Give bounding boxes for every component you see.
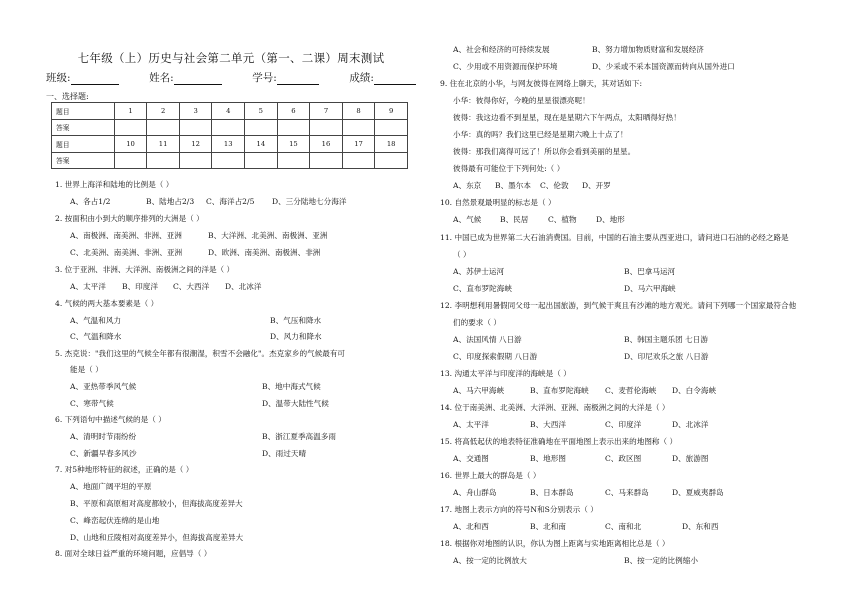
question-4: 4. 气候的两大基本要素是（ ） [55, 299, 159, 308]
question-number: 17 [342, 136, 375, 153]
page-title: 七年级（上）历史与社会第二单元（第一、二课）周末测试 [77, 51, 385, 65]
student-info [46, 70, 416, 85]
question-number: 3 [179, 103, 212, 120]
option-b: B、韩国主题乐团 七日游 [624, 335, 708, 344]
question-1: 1. 世界上海洋和陆地的比例是（ ） [55, 180, 174, 189]
option-b: B、按一定的比例缩小 [624, 556, 698, 565]
question-6: 6. 下列语句中描述气候的是（ ） [55, 415, 166, 424]
table-row [52, 119, 408, 136]
answer-table [51, 102, 408, 169]
table-row [52, 152, 408, 169]
option-c: C、直布罗陀海峡 [453, 284, 512, 293]
answer-cell[interactable] [114, 152, 147, 169]
question-10: 10. 自然景观最明显的标志是（ ） [440, 198, 556, 207]
option-d: D、马六甲海峡 [624, 284, 676, 293]
option-c: C、马来群岛 [605, 488, 649, 497]
question-18: 18. 根据你对地图的认识，你认为图上距离与实地距离相比总是（ ） [440, 539, 670, 548]
option-a: A、太平洋 [453, 420, 489, 429]
question-12-cont: 们的要求（ ） [453, 318, 501, 327]
option-b: B、地中海式气候 [262, 382, 321, 391]
option-c: C、气温和降水 [70, 332, 122, 341]
option-b: B、浙江夏季高温多雨 [262, 432, 336, 441]
question-5: 5. 杰克说："我们这里的气候全年都有很潮湿，积雪不会融化"。杰克家乡的气候最有可 [55, 349, 346, 358]
option-c: C、北美洲、南美洲、非洲、亚洲 [70, 248, 183, 257]
question-number: 6 [277, 103, 310, 120]
question-5-cont: 能是（ ） [70, 365, 103, 374]
answer-cell[interactable] [114, 119, 147, 136]
option-c: C、印度探索假期 八日游 [453, 352, 538, 361]
option-a: A、清明时节雨纷纷 [70, 432, 137, 441]
option-a: A、社会和经济的可持续发展 [453, 45, 550, 54]
question-number: 10 [114, 136, 147, 153]
dialogue-line: 彼得：我这边看不到星星，现在是星期六下午两点，太阳晒得好热！ [453, 113, 681, 122]
option-c: C、南和北 [605, 522, 642, 531]
score-field[interactable]: 成绩: [349, 70, 416, 85]
option-d: D、夏威夷群岛 [672, 488, 724, 497]
option-a: A、法国风情 八日游 [453, 335, 522, 344]
option-c: C、伦敦 [540, 181, 569, 190]
student-id-field[interactable]: 学号: [252, 70, 319, 85]
option-a: A、北和西 [453, 522, 489, 531]
option-b: B、日本群岛 [530, 488, 574, 497]
option-d: D、白令海峡 [672, 386, 717, 395]
option-b: B、北和南 [530, 522, 566, 531]
question-number: 1 [114, 103, 147, 120]
dialogue-line: 小华：彼得你好，今晚的星星很漂亮呢！ [453, 96, 590, 105]
option-d: D、欧洲、南美洲、南极洲、非洲 [208, 248, 321, 257]
option-c: C、麦哲伦海峡 [605, 386, 657, 395]
option-b: B、巴拿马运河 [624, 267, 676, 276]
option-d: D、东和西 [682, 522, 719, 531]
question-3: 3. 位于亚洲、非洲、大洋洲、南极洲之间的洋是（ ） [55, 265, 235, 274]
option-b: B、气压和降水 [270, 316, 322, 325]
option-c: C、大西洋 [173, 282, 210, 291]
name-field[interactable]: 姓名: [149, 70, 222, 85]
answer-cell[interactable] [310, 152, 343, 169]
option-a: A、交通图 [453, 454, 489, 463]
question-8: 8. 面对全球日益严重的环境问题，应倡导（ ） [55, 549, 212, 558]
class-field[interactable]: 班级: [46, 70, 119, 85]
dialogue-line: 小华：真的吗？我们这里已经是星期六晚上十点了！ [453, 130, 628, 139]
answer-cell[interactable] [179, 119, 212, 136]
answer-cell[interactable] [342, 119, 375, 136]
question-14: 14. 位于南美洲、北美洲、大洋洲、亚洲、南极洲之间的大洋是（ ） [440, 403, 670, 412]
option-b: B、民居 [500, 215, 529, 224]
option-b: B、大洋洲、北美洲、南极洲、亚洲 [208, 231, 328, 240]
question-number: 15 [277, 136, 310, 153]
answer-cell[interactable] [245, 152, 278, 169]
question-number: 5 [245, 103, 278, 120]
question-2: 2. 按面积由小到大的顺序排列的大洲是（ ） [55, 214, 204, 223]
question-number: 14 [245, 136, 278, 153]
option-b: B、地形图 [530, 454, 566, 463]
option-d: D、少采或不采本国资源而转向从国外进口 [592, 62, 735, 71]
option-b: B、印度洋 [122, 282, 158, 291]
question-number: 9 [375, 103, 408, 120]
option-d: D、风力和降水 [270, 332, 322, 341]
option-d: D、印尼欢乐之旅 八日游 [624, 352, 709, 361]
question-17: 17. 地图上表示方向的符号N和S分别表示（ ） [440, 505, 598, 514]
question-number: 7 [310, 103, 343, 120]
option-a: A、马六甲海峡 [453, 386, 505, 395]
section-heading: 一、选择题: [46, 92, 89, 101]
option-b: B、努力增加物质财富和发展经济 [592, 45, 704, 54]
option-b: B、平原和高原相对高度都较小，但海拔高度差异大 [70, 499, 243, 508]
option-a: A、舟山群岛 [453, 488, 497, 497]
question-number: 8 [342, 103, 375, 120]
row-label: 题目 [52, 136, 115, 153]
option-a: A、南极洲、南美洲、非洲、亚洲 [70, 231, 182, 240]
question-number: 13 [212, 136, 245, 153]
answer-cell[interactable] [342, 152, 375, 169]
question-number: 16 [310, 136, 343, 153]
option-c: C、政区图 [605, 454, 642, 463]
option-c: C、新疆早春多风沙 [70, 449, 137, 458]
option-c: C、峰峦起伏连绵的是山地 [70, 516, 160, 525]
option-d: D、旅游图 [672, 454, 709, 463]
option-c: C、海洋占2/5 [206, 197, 255, 206]
option-a: A、各占1/2 [70, 197, 111, 206]
table-row [52, 136, 408, 153]
dialogue-line: 彼得最有可能位于下列何处:（ ） [453, 164, 565, 173]
option-b: B、直布罗陀海峡 [530, 386, 589, 395]
question-number: 4 [212, 103, 245, 120]
option-b: B、墨尔本 [495, 181, 531, 190]
question-13: 13. 沟通太平洋与印度洋的海峡是（ ） [440, 369, 571, 378]
option-d: D、三分陆地七分海洋 [272, 197, 347, 206]
option-d: D、北冰洋 [672, 420, 709, 429]
option-a: A、气温和风力 [70, 316, 122, 325]
option-d: D、开罗 [582, 181, 611, 190]
answer-cell[interactable] [245, 119, 278, 136]
answer-cell[interactable] [147, 152, 180, 169]
dialogue-line: 彼得：那我们离得可远了！所以你会看到美丽的星星。 [453, 147, 636, 156]
answer-cell[interactable] [277, 152, 310, 169]
question-12: 12. 李明想利用暑假同父母一起出国旅游，到气候干爽且有沙滩的地方观光。请问下列哪一个国家最符合他 [440, 301, 797, 310]
answer-cell[interactable] [179, 152, 212, 169]
option-a: A、太平洋 [70, 282, 106, 291]
option-c: C、印度洋 [605, 420, 642, 429]
option-c: C、寒带气候 [70, 399, 114, 408]
table-row [52, 103, 408, 120]
answer-cell[interactable] [212, 152, 245, 169]
option-a: A、地面广阔平坦的平原 [70, 482, 152, 491]
row-label: 题目 [52, 103, 115, 120]
row-label: 答案 [52, 152, 115, 169]
answer-cell[interactable] [212, 119, 245, 136]
answer-cell[interactable] [277, 119, 310, 136]
question-16: 16. 世界上最大的群岛是（ ） [440, 471, 541, 480]
question-number: 18 [375, 136, 408, 153]
option-a: A、按一定的比例放大 [453, 556, 527, 565]
option-b: B、大西洋 [530, 420, 566, 429]
answer-cell[interactable] [375, 119, 408, 136]
question-11: 11. 中国已成为世界第二大石油消费国。目前，中国的石油主要从西亚进口，请问进口石油的必经之路是 [440, 233, 789, 242]
answer-cell[interactable] [310, 119, 343, 136]
option-a: A、苏伊士运河 [453, 267, 505, 276]
option-d: D、北冰洋 [225, 282, 262, 291]
question-number: 11 [147, 136, 180, 153]
option-c: C、植物 [548, 215, 577, 224]
option-c: C、少用或不用资源而保护环境 [453, 62, 558, 71]
question-9: 9. 住在北京的小华，与网友彼得在网络上聊天，其对话如下: [440, 79, 643, 88]
option-d: D、雨过天晴 [262, 449, 307, 458]
answer-cell[interactable] [147, 119, 180, 136]
question-7: 7. 对5种地形特征的叙述，正确的是（ ） [55, 465, 194, 474]
option-b: B、陆地占2/3 [146, 197, 195, 206]
question-15: 15. 将高低起伏的地表特征准确地在平面地图上表示出来的地图称（ ） [440, 437, 678, 446]
question-number: 2 [147, 103, 180, 120]
question-11-cont: （ ） [453, 250, 471, 259]
question-number: 12 [179, 136, 212, 153]
answer-cell[interactable] [375, 152, 408, 169]
option-a: A、气候 [453, 215, 482, 224]
option-a: A、亚热带季风气候 [70, 382, 137, 391]
option-d: D、地形 [596, 215, 625, 224]
option-d: D、温带大陆性气候 [262, 399, 329, 408]
option-d: D、山地和丘陵相对高度差异小，但海拔高度差异大 [70, 533, 244, 542]
option-a: A、东京 [453, 181, 482, 190]
row-label: 答案 [52, 119, 115, 136]
